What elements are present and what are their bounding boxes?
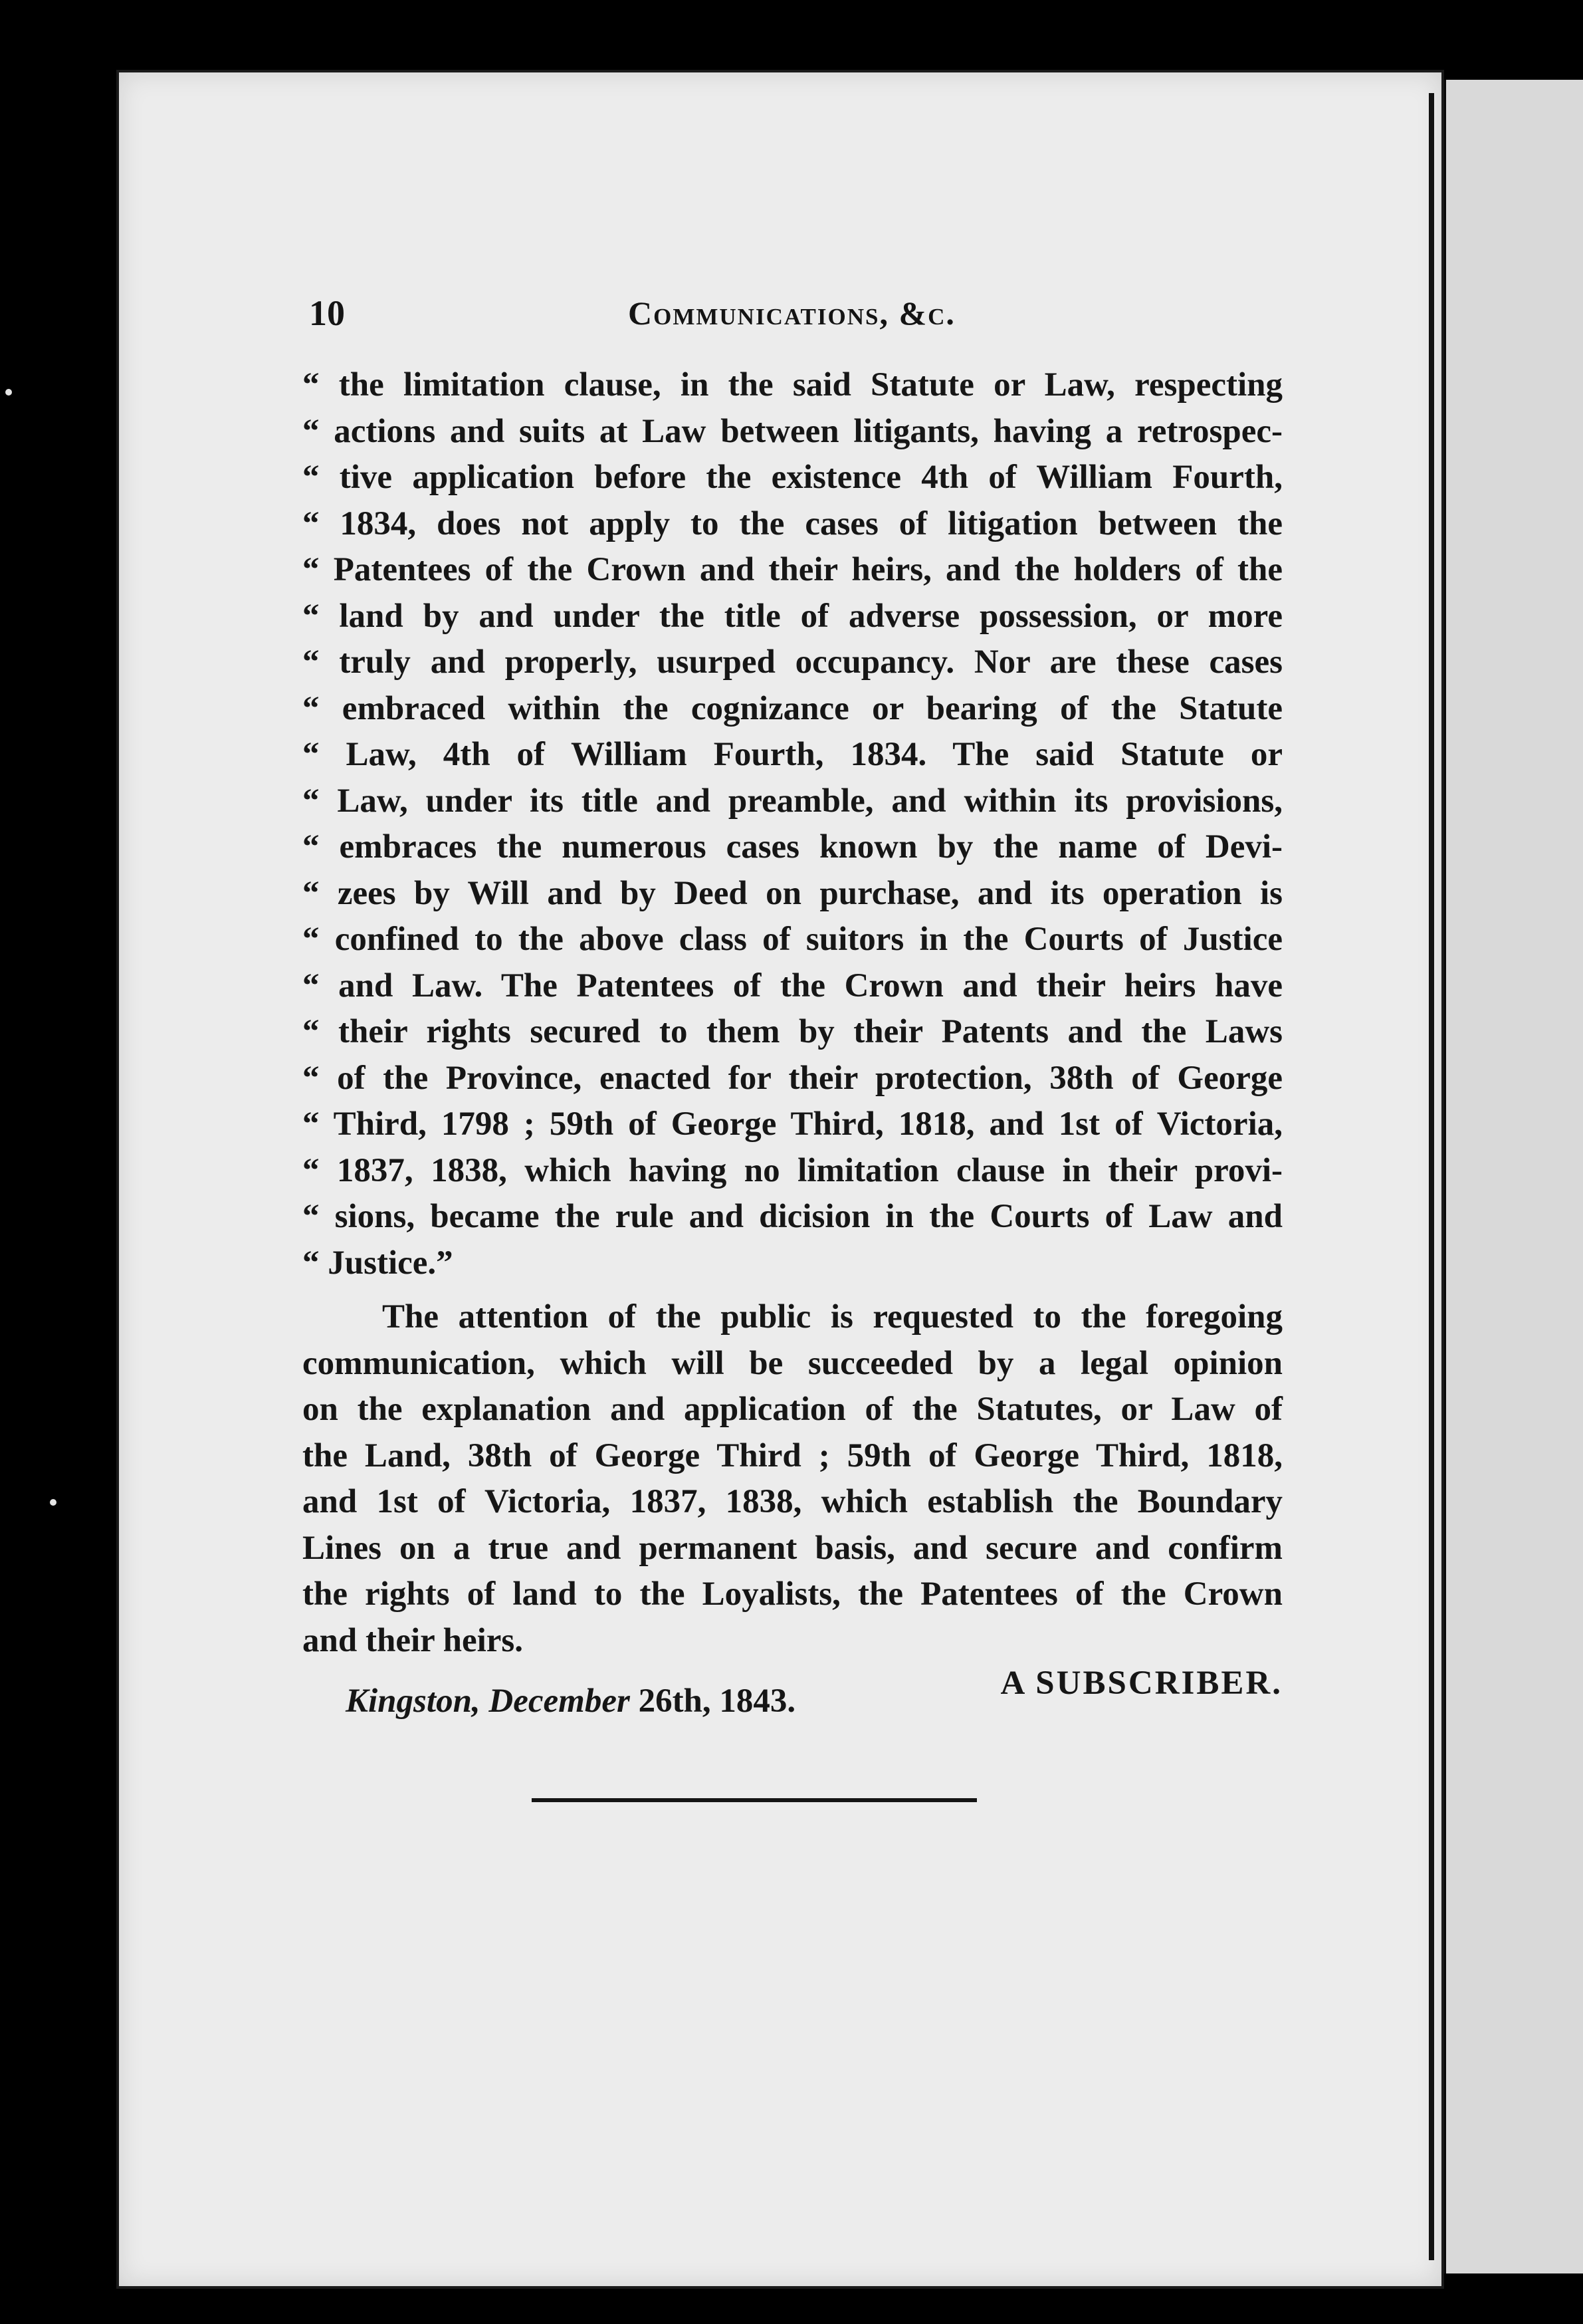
- text-line: “ 1834, does not apply to the cases of litigation between the: [302, 505, 1283, 542]
- quoted-passage: [302, 362, 1283, 1286]
- body-text: [302, 362, 1283, 1710]
- text-line: The attention of the public is requested to the foregoing: [382, 1298, 1283, 1336]
- text-line: “ Justice.”: [302, 1244, 453, 1282]
- dateline-date: 26th, 1843.: [638, 1683, 796, 1720]
- text-line: “ tive application before the existence 4th of William Fourth,: [302, 459, 1283, 496]
- text-line: “ zees by Will and by Deed on purchase, and its operation is: [302, 874, 1283, 912]
- text-line: “ land by and under the title of adverse possession, or more: [302, 597, 1283, 635]
- scan-speck: [5, 389, 12, 396]
- text-line: “ actions and suits at Law between litigants, having a retrospec-: [302, 412, 1283, 450]
- text-line: “ embraced within the cognizance or bearing of the Statute: [302, 689, 1283, 727]
- scan-speck: [50, 1499, 56, 1506]
- dateline-place: Kingston, December: [346, 1683, 630, 1720]
- text-line: “ their rights secured to them by their Patents and the Laws: [302, 1013, 1283, 1050]
- dateline: [346, 1682, 795, 1720]
- text-line: “ Law, 4th of William Fourth, 1834. The said Statute or: [302, 736, 1283, 773]
- text-line: “ embraces the numerous cases known by the name of Devi-: [302, 828, 1283, 866]
- text-line: “ 1837, 1838, which having no limitation clause in their provi-: [302, 1151, 1283, 1189]
- signature: A SUBSCRIBER.: [1000, 1665, 1283, 1702]
- text-line: “ truly and properly, usurped occupancy. Nor are these cases: [302, 643, 1283, 681]
- text-line: “ the limitation clause, in the said Statute or Law, respecting: [302, 366, 1283, 404]
- running-header: [309, 292, 1293, 346]
- text-line: “ Third, 1798 ; 59th of George Third, 1818, and 1st of Victoria,: [302, 1105, 1283, 1143]
- text-line: communication, which will be succeeded by a legal opinion: [302, 1344, 1283, 1382]
- page-number: 10: [309, 293, 345, 333]
- text-line: the Land, 38th of George Third ; 59th of George Third, 1818,: [302, 1437, 1283, 1474]
- closing-paragraph: [302, 1294, 1283, 1664]
- text-line: “ of the Province, enacted for their protection, 38th of George: [302, 1059, 1283, 1097]
- text-line: and 1st of Victoria, 1837, 1838, which establish the Boundary: [302, 1483, 1283, 1520]
- text-line: “ Law, under its title and preamble, and within its provisions,: [302, 782, 1283, 820]
- page-gutter-shadow: [1429, 93, 1434, 2260]
- text-line: “ sions, became the rule and dicision in the Courts of Law and: [302, 1198, 1283, 1235]
- running-title: Communications, &c.: [628, 294, 956, 332]
- text-line: the rights of land to the Loyalists, the Patentees of the Crown: [302, 1575, 1283, 1613]
- closing-rule: [532, 1798, 977, 1802]
- text-line: Lines on a true and permanent basis, and secure and confirm: [302, 1529, 1283, 1567]
- text-line: “ confined to the above class of suitors in the Courts of Justice: [302, 921, 1283, 958]
- facing-page-edge: [1442, 80, 1583, 2273]
- text-line: “ Patentees of the Crown and their heirs, and the holders of the: [302, 551, 1283, 588]
- text-line: “ and Law. The Patentees of the Crown and their heirs have: [302, 967, 1283, 1004]
- text-line: on the explanation and application of the Statutes, or Law of: [302, 1391, 1283, 1428]
- text-line: and their heirs.: [302, 1621, 523, 1659]
